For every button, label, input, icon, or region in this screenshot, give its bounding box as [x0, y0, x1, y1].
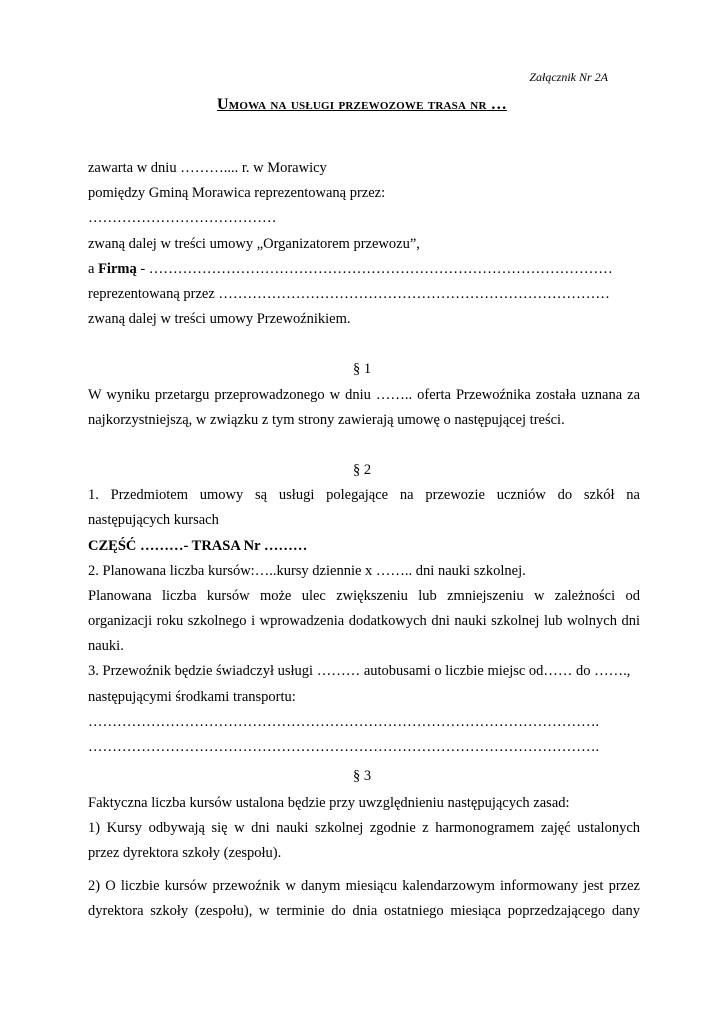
header-line-3: ………………………………… [88, 210, 277, 226]
document-title: Umowa na usługi przewozowe trasa nr … [217, 96, 507, 113]
header-line-5 [88, 261, 640, 278]
section-2-line-5: Planowana liczba kursów może ulec zwiększeniu lub zmniejszeniu w zależności od [88, 588, 640, 604]
section-2-line-2: następujących kursach [88, 512, 219, 528]
section-2-line-8: 3. Przewoźnik będzie świadczył usługi ……… autobusami o liczbie miejsc od…… do ……., [88, 663, 631, 679]
section-2-heading: § 2 [352, 462, 372, 478]
annex-label: Załącznik Nr 2A [529, 70, 608, 84]
section-2-line-1: 1. Przedmiotem umowy są usługi polegające na przewozie uczniów do szkół na [88, 487, 640, 503]
section-1-line-2: najkorzystniejszą, w związku z tym strony zawierają umowę o następującej treści. [88, 412, 565, 428]
section-2-part-line: CZĘŚĆ ………- TRASA Nr ……… [88, 538, 308, 554]
section-2-dots-2: ……………………………………………………………………………………………. [88, 739, 600, 755]
header-line-5-rest: - …………………………………………………………………………………… [136, 261, 613, 277]
header-line-7: zwaną dalej w treści umowy Przewoźnikiem. [88, 311, 351, 327]
section-3-line-3: przez dyrektora szkoły (zespołu). [88, 845, 282, 861]
header-line-5-firm: Firmą [98, 261, 137, 277]
section-2-line-7: nauki. [88, 638, 124, 654]
header-line-4: zwaną dalej w treści umowy „Organizatorem przewozu”, [88, 236, 420, 252]
section-3-line-1: Faktyczna liczba kursów ustalona będzie przy uwzględnieniu następujących zasad: [88, 795, 570, 811]
section-2-dots-1: ……………………………………………………………………………………………. [88, 714, 600, 730]
header-line-5-prefix: a [88, 261, 99, 277]
section-3-line-2: 1) Kursy odbywają się w dni nauki szkolnej zgodnie z harmonogramem zajęć ustalonych [88, 820, 640, 836]
section-1-line-1: W wyniku przetargu przeprowadzonego w dniu …….. oferta Przewoźnika została uznana za [88, 387, 640, 403]
header-line-1: zawarta w dniu ……….... r. w Morawicy [88, 160, 327, 176]
section-3-line-5: dyrektora szkoły (zespołu), w terminie do dnia ostatniego miesiąca poprzedzającego dany [88, 903, 640, 919]
header-line-6: reprezentowaną przez ……………………………………………………………………… [88, 286, 610, 302]
section-1-heading: § 1 [352, 361, 372, 377]
section-2-line-4: 2. Planowana liczba kursów:…..kursy dziennie x …….. dni nauki szkolnej. [88, 563, 526, 579]
section-2-line-6: organizacji roku szkolnego i wprowadzenia dodatkowych dni nauki szkolnej lub wolnych dni [88, 613, 640, 629]
header-line-2: pomiędzy Gminą Morawica reprezentowaną przez: [88, 185, 386, 201]
section-2-line-9: następującymi środkami transportu: [88, 689, 296, 705]
section-3-line-4: 2) O liczbie kursów przewoźnik w danym miesiącu kalendarzowym informowany jest przez [88, 878, 640, 894]
section-3-heading: § 3 [352, 768, 372, 784]
